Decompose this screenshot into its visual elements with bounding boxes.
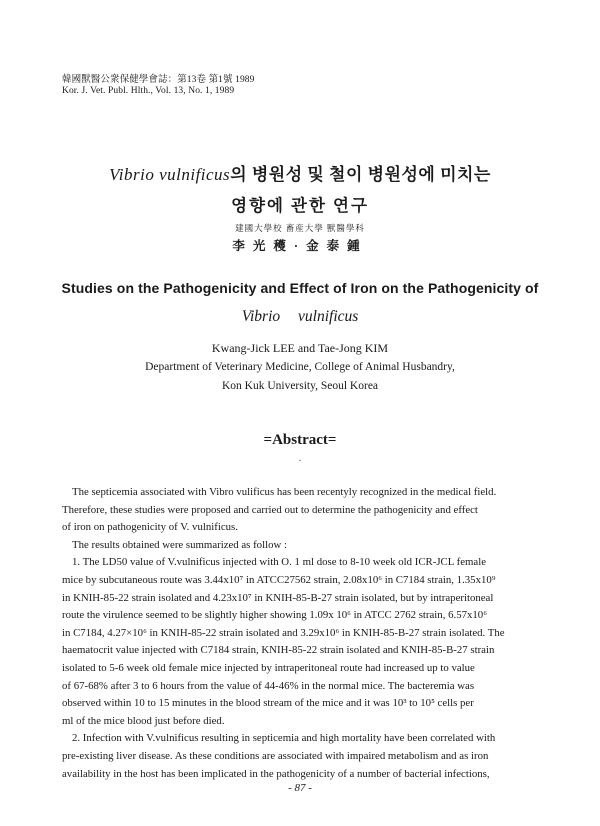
korean-title-line-1 xyxy=(0,160,600,185)
english-title-line-2: Vibrio vulnificus xyxy=(241,308,359,325)
abstract-body xyxy=(62,484,542,783)
abstract-line: The septicemia associated with Vibro vulificus has been recentyly recognized in the medical field. xyxy=(72,486,497,498)
abstract-line: The results obtained were summarized as follow : xyxy=(72,538,287,551)
abstract-mark: · xyxy=(298,456,302,467)
abstract-line: route the virulence seemed to be slightly higher showing 1.09x 10⁶ in ATCC 2762 strain, 6.57x10⁶ xyxy=(62,609,487,622)
korean-affiliation: 建國大學校 畜産大學 獸醫學科 xyxy=(235,223,365,233)
abstract-line: haematocrit value injected with C7184 strain, KNIH-85-22 strain isolated and KNIH-85-B-27 strain xyxy=(62,644,495,657)
page-number: - 87 - xyxy=(288,782,312,794)
korean-title-rest: 의 병원성 및 철이 병원성에 미치는 xyxy=(230,165,491,184)
english-title-line-1: Studies on the Pathogenicity and Effect of Iron on the Pathogenicity of xyxy=(61,280,539,296)
journal-citation-english: Kor. J. Vet. Publ. Hlth., Vol. 13, No. 1, 1989 xyxy=(62,86,235,96)
abstract-line: pre-existing liver disease. As these conditions are associated with impaired metabolism and as iron xyxy=(62,749,489,762)
abstract-line: of 67-68% after 3 to 6 hours from the value of 44-46% in the normal mice. The bacteremia was xyxy=(62,679,475,692)
abstract-line: of iron on pathogenicity of V. vulnificus. xyxy=(62,521,238,534)
abstract-line: Therefore, these studies were proposed and carried out to determine the pathogenicity and effect xyxy=(62,503,478,516)
abstract-line: in C7184, 4.27×10⁶ in KNIH-85-22 strain isolated and 3.29x10⁶ in KNIH-85-B-27 strain isolated. The xyxy=(62,626,505,639)
abstract-line: isolated to 5-6 week old female mice injected by intraperitoneal route had increased up to value xyxy=(62,661,475,674)
abstract-line: in KNIH-85-22 strain isolated and 4.23x10⁷ in KNIH-85-B-27 strain isolated, but by intraperitoneal xyxy=(62,591,494,604)
abstract-line: 1. The LD50 value of V.vulnificus injected with O. 1 ml dose to 8-10 week old ICR-JCL female xyxy=(72,556,487,569)
journal-citation-korean: 韓國獸醫公衆保健學會誌：第13卷 第1號 1989 xyxy=(62,75,255,85)
affiliation-university: Kon Kuk University, Seoul Korea xyxy=(221,380,379,392)
abstract-line: 2. Infection with V.vulnificus resulting in septicemia and high mortality have been correlated with xyxy=(72,732,496,745)
abstract-heading: =Abstract= xyxy=(263,432,337,448)
abstract-line: ml of the mice blood just before died. xyxy=(62,714,225,727)
abstract-line: observed within 10 to 15 minutes in the blood stream of the mice and it was 10³ to 10⁵ cells per xyxy=(62,697,474,710)
abstract-line: availability in the host has been implicated in the pathogenicity of a number of bacterial infections, xyxy=(62,767,490,780)
korean-title-species: Vibrio vulnificus xyxy=(109,165,231,184)
korean-authors: 李光穫·金泰鍾 xyxy=(232,239,368,253)
author-names: Kwang-Jick LEE and Tae-Jong KIM xyxy=(211,341,389,355)
abstract-line: mice by subcutaneous route was 3.44x10⁷ in ATCC27562 strain, 2.08x10⁶ in C7184 strain, 1.35x10⁹ xyxy=(62,573,496,586)
affiliation-department: Department of Veterinary Medicine, College of Animal Husbandry, xyxy=(145,361,455,373)
korean-title-line-2: 영향에 관한 연구 xyxy=(231,196,369,215)
